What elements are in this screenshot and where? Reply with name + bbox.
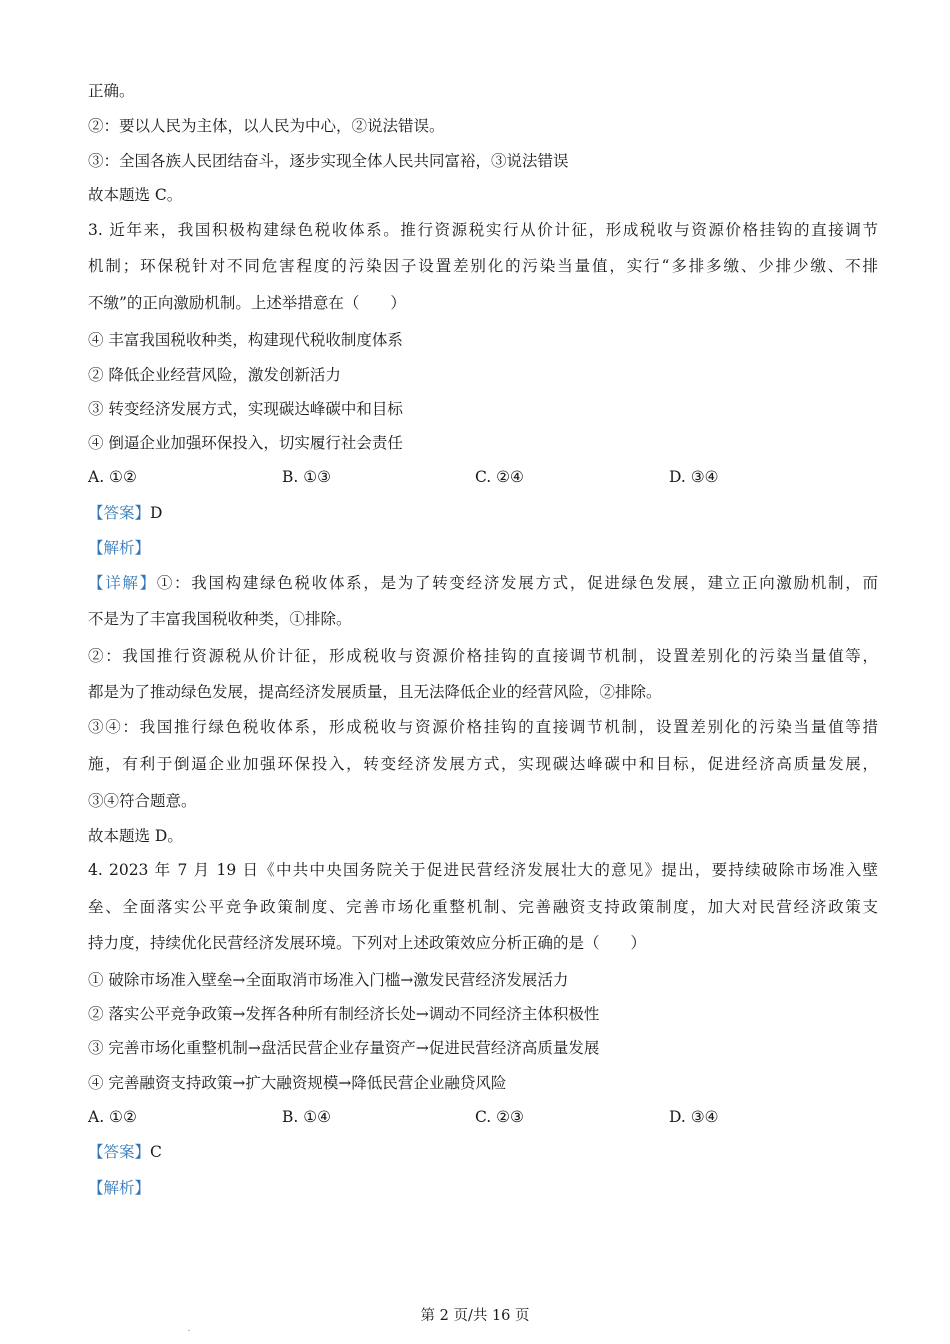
q3-choice-item: ④ 倒逼企业加强环保投入，切实履行社会责任 — [88, 434, 403, 452]
q2-tail-line: ②：要以人民为主体，以人民为中心，②说法错误。 — [88, 117, 445, 135]
q2-conclusion: 故本题选 C。 — [88, 186, 183, 204]
q4-choice-item: ① 破除市场准入壁垒→全面取消市场准入门槛→激发民营经济发展活力 — [88, 971, 569, 989]
q4-option-c: C. ②③ — [475, 1108, 524, 1126]
q3-answer — [88, 502, 878, 524]
q3-option-a: A. ①② — [88, 468, 137, 486]
analysis-tag: 【解析】 — [88, 539, 151, 557]
q3-conclusion: 故本题选 D。 — [88, 827, 183, 845]
q4-answer — [88, 1141, 878, 1163]
q3-stem-line: 机制；环保税针对不同危害程度的污染因子设置差别化的污染当量值，实行“多排多缴、少排少缴、不排 — [88, 257, 878, 275]
q3-option-c: C. ②④ — [475, 468, 524, 486]
answer-tag: 【答案】 — [88, 1143, 151, 1161]
q4-choice-item: ③ 完善市场化重整机制→盘活民营企业存量资产→促进民营经济高质量发展 — [88, 1039, 600, 1057]
q4-choice-item: ② 落实公平竞争政策→发挥各种所有制经济长处→调动不同经济主体积极性 — [88, 1005, 600, 1023]
q3-option-d: D. ③④ — [669, 468, 719, 486]
q3-detail-line: 施，有利于倒逼企业加强环保投入，转变经济发展方式，实现碳达峰碳中和目标，促进经济高质量发展， — [88, 755, 878, 773]
q3-choice-item: ③ 转变经济发展方式，实现碳达峰碳中和目标 — [88, 400, 403, 418]
answer-value: C — [150, 1143, 162, 1161]
q4-option-b: B. ①④ — [282, 1108, 332, 1126]
q4-stem-line: 垒、全面落实公平竞争政策制度、完善市场化重整机制、完善融资支持政策制度，加大对民营经济政策支 — [88, 898, 878, 916]
analysis-tag: 【解析】 — [88, 1179, 151, 1197]
answer-tag: 【答案】 — [88, 504, 151, 522]
page-footer: 第 2 页/共 16 页 — [420, 1308, 530, 1324]
q3-detail-line: ③④：我国推行绿色税收体系，形成税收与资源价格挂钩的直接调节机制，设置差别化的污染当量值等措 — [88, 718, 878, 736]
q3-stem-line: 3. 近年来，我国积极构建绿色税收体系。推行资源税实行从价计征，形成税收与资源价格挂钩的直接调节 — [88, 221, 878, 239]
q3-stem-line: 不缴”的正向激励机制。上述举措意在（ ） — [88, 294, 406, 312]
scan-speck — [188, 1330, 190, 1331]
detail-tag: 【详解】 — [88, 574, 157, 592]
q2-tail-line: 正确。 — [88, 82, 135, 100]
q4-choice-item: ④ 完善融资支持政策→扩大融资规模→降低民营企业融贷风险 — [88, 1074, 507, 1092]
q2-tail-line: ③：全国各族人民团结奋斗，逐步实现全体人民共同富裕，③说法错误 — [88, 152, 569, 170]
q3-analysis-heading — [88, 537, 878, 559]
q3-choice-item: ④ 丰富我国税收种类，构建现代税收制度体系 — [88, 331, 403, 349]
detail-text: ①：我国构建绿色税收体系，是为了转变经济发展方式，促进绿色发展，建立正向激励机制，而 — [156, 574, 878, 592]
q4-analysis-heading — [88, 1177, 878, 1199]
q4-stem-line: 持力度，持续优化民营经济发展环境。下列对上述政策效应分析正确的是（ ） — [88, 934, 647, 952]
q3-detail-line: ③④符合题意。 — [88, 792, 197, 810]
q3-choice-item: ② 降低企业经营风险，激发创新活力 — [88, 366, 341, 384]
q4-option-a: A. ①② — [88, 1108, 137, 1126]
q4-option-d: D. ③④ — [669, 1108, 719, 1126]
q3-option-b: B. ①③ — [282, 468, 332, 486]
q3-detail-line: ②：我国推行资源税从价计征，形成税收与资源价格挂钩的直接调节机制，设置差别化的污染当量值等， — [88, 647, 878, 665]
q3-detail-line: 都是为了推动绿色发展，提高经济发展质量，且无法降低企业的经营风险，②排除。 — [88, 683, 662, 701]
q3-detail-line — [88, 572, 878, 594]
q3-detail-line: 不是为了丰富我国税收种类，①排除。 — [88, 610, 352, 628]
q4-stem-line: 4. 2023 年 7 月 19 日《中共中央国务院关于促进民营经济发展壮大的意见》提出，要持续破除市场准入壁 — [88, 861, 878, 879]
answer-value: D — [150, 504, 163, 522]
